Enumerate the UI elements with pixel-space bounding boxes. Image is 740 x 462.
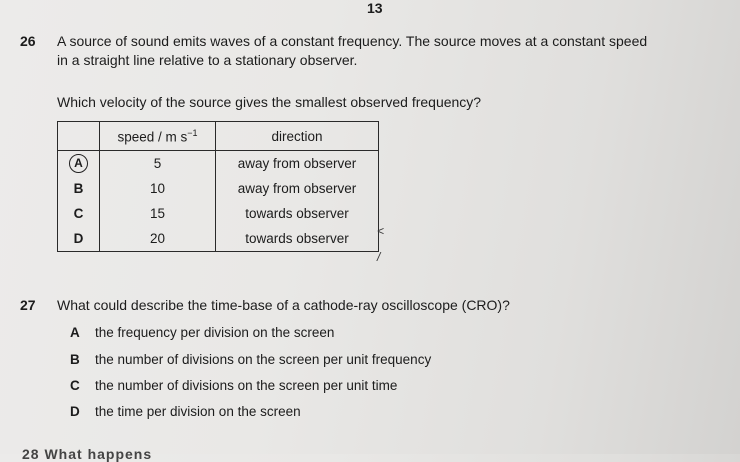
question-26-number: 26 <box>20 33 36 49</box>
row-letter-c: C <box>58 201 100 226</box>
row-direction: away from observer <box>216 176 379 201</box>
handwritten-mark-d: / <box>377 250 381 264</box>
option-letter-c: C <box>70 378 80 393</box>
option-text-d: the time per division on the screen <box>95 404 301 419</box>
row-direction: away from observer <box>216 151 379 177</box>
option-text-b: the number of divisions on the screen per unit frequency <box>95 352 432 367</box>
table-row <box>58 201 379 226</box>
row-letter-a <box>58 151 100 177</box>
row-speed: 10 <box>100 176 216 201</box>
row-direction: towards observer <box>216 201 379 226</box>
option-text-a: the frequency per division on the screen <box>95 325 335 340</box>
table-header-row <box>58 122 379 151</box>
row-direction: towards observer <box>216 226 379 252</box>
question-26-prompt: Which velocity of the source gives the smallest observed frequency? <box>57 94 482 110</box>
question-27-prompt: What could describe the time-base of a cathode-ray oscilloscope (CRO)? <box>57 297 510 313</box>
page-number: 13 <box>367 0 383 16</box>
table-row <box>58 151 379 177</box>
handwritten-mark-c: < <box>377 224 385 238</box>
question-28-cut-off: 28 What happens <box>22 446 153 462</box>
question-27-number: 27 <box>20 297 36 313</box>
table-header-direction: direction <box>216 122 379 151</box>
row-letter-b: B <box>58 176 100 201</box>
option-letter-b: B <box>70 352 80 367</box>
question-26-stem-line-2: in a straight line relative to a stationary observer. <box>57 52 358 68</box>
circled-answer-a: A <box>69 154 88 173</box>
row-letter-d: D <box>58 226 100 252</box>
option-letter-d: D <box>70 404 80 419</box>
speed-header-exponent: −1 <box>187 127 198 138</box>
option-text-c: the number of divisions on the screen per unit time <box>95 378 398 393</box>
row-speed: 5 <box>100 151 216 177</box>
table-header-speed <box>100 122 216 151</box>
question-26-stem-line-1: A source of sound emits waves of a constant frequency. The source moves at a constant speed <box>57 33 648 49</box>
row-speed: 15 <box>100 201 216 226</box>
table-row <box>58 176 379 201</box>
table-header-blank <box>58 122 100 151</box>
answer-table <box>57 121 379 252</box>
option-letter-a: A <box>70 325 80 340</box>
row-speed: 20 <box>100 226 216 252</box>
speed-header-label: speed / m s <box>117 129 188 145</box>
table-row <box>58 226 379 252</box>
